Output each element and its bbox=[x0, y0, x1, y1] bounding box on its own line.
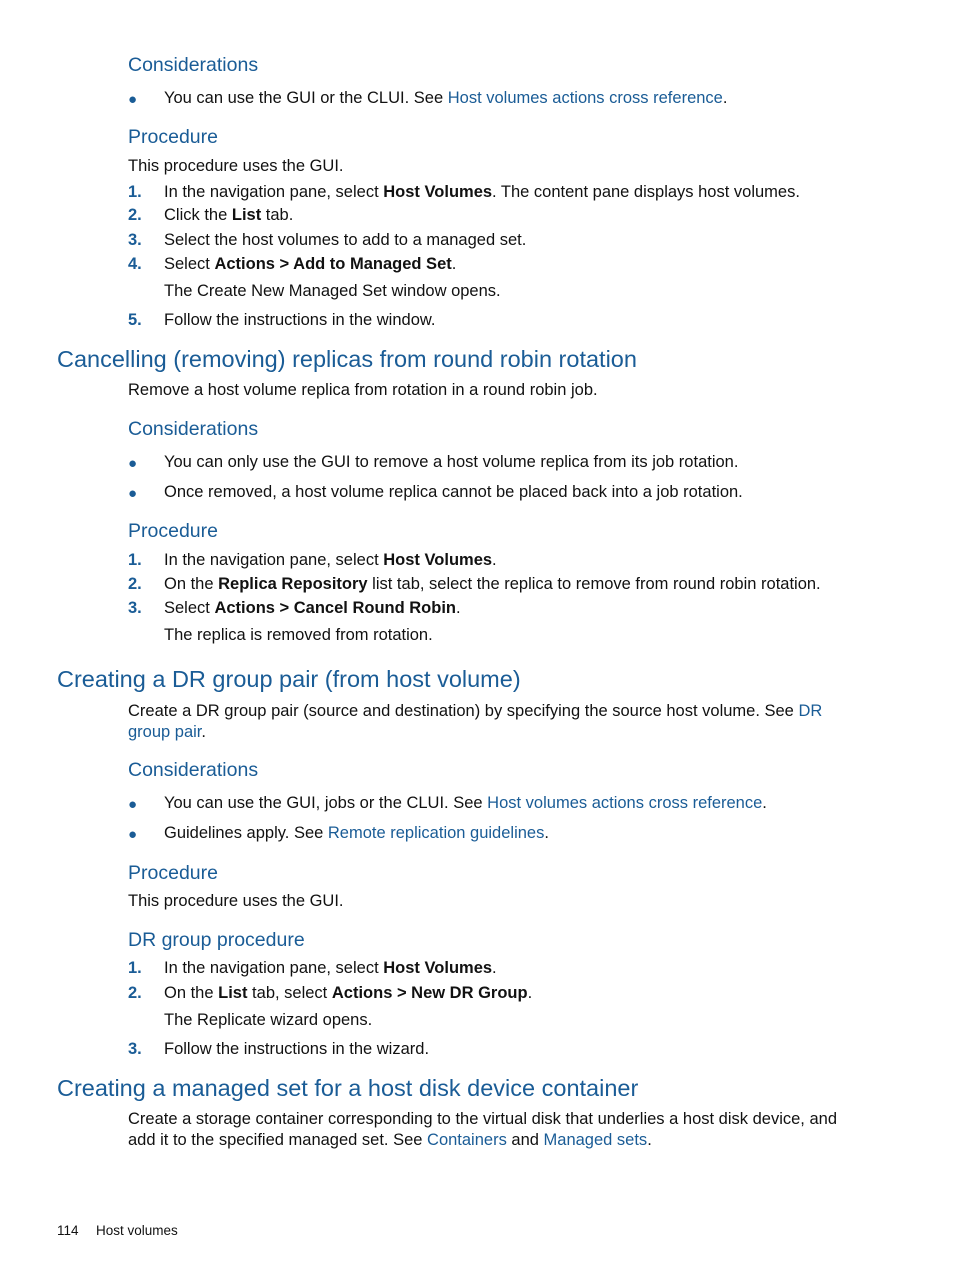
section-title-cancelling-replicas: Cancelling (removing) replicas from round robin rotation bbox=[57, 346, 637, 372]
step-number: 2. bbox=[128, 206, 142, 224]
step-number: 3. bbox=[128, 231, 142, 249]
step-number: 1. bbox=[128, 551, 142, 569]
bullet-icon: ● bbox=[128, 826, 138, 843]
section-title-dr-group-pair: Creating a DR group pair (from host volume) bbox=[57, 666, 521, 692]
section-description: Remove a host volume replica from rotation in a round robin job. bbox=[128, 381, 598, 399]
step-number: 1. bbox=[128, 183, 142, 201]
procedure-heading: Procedure bbox=[128, 520, 218, 542]
step-text: Select Actions > Cancel Round Robin. bbox=[164, 599, 461, 617]
step-text: Follow the instructions in the window. bbox=[164, 311, 436, 329]
page-number: 114 bbox=[57, 1223, 79, 1238]
section-description: Create a storage container corresponding to the virtual disk that underlies a host disk device, and bbox=[128, 1110, 837, 1128]
bullet-icon: ● bbox=[128, 91, 138, 108]
step-number: 2. bbox=[128, 984, 142, 1002]
step-text: On the List tab, select Actions > New DR Group. bbox=[164, 984, 533, 1002]
list-item: You can only use the GUI to remove a host volume replica from its job rotation. bbox=[164, 453, 739, 471]
link-dr-group-pair[interactable]: DR bbox=[798, 702, 823, 720]
considerations-heading: Considerations bbox=[128, 54, 259, 76]
link-remote-replication-guidelines[interactable]: Remote replication guidelines bbox=[327, 824, 545, 842]
section-title-managed-set-container: Creating a managed set for a host disk device container bbox=[57, 1075, 639, 1101]
bullet-icon: ● bbox=[128, 485, 138, 502]
section-description-cont: group pair. bbox=[128, 723, 206, 741]
procedure-intro: This procedure uses the GUI. bbox=[128, 892, 344, 910]
step-number: 2. bbox=[128, 575, 142, 593]
step-text: In the navigation pane, select Host Volumes. bbox=[164, 959, 497, 977]
list-item: Guidelines apply. See Remote replication guidelines. bbox=[164, 824, 549, 842]
link-containers[interactable]: Containers bbox=[427, 1131, 507, 1149]
link-dr-group-pair[interactable]: group pair bbox=[128, 723, 202, 741]
bullet-icon: ● bbox=[128, 455, 138, 472]
procedure-heading: Procedure bbox=[128, 126, 218, 148]
step-text: Follow the instructions in the wizard. bbox=[164, 1040, 430, 1058]
step-text: Select Actions > Add to Managed Set. bbox=[164, 255, 457, 273]
step-number: 3. bbox=[128, 1040, 142, 1058]
section-description-cont: add it to the specified managed set. See Containers and Managed sets. bbox=[128, 1131, 652, 1149]
step-text: In the navigation pane, select Host Volumes. bbox=[164, 551, 497, 569]
step-note: The Create New Managed Set window opens. bbox=[164, 282, 501, 300]
procedure-intro: This procedure uses the GUI. bbox=[128, 157, 344, 175]
considerations-heading: Considerations bbox=[128, 418, 259, 440]
considerations-heading: Considerations bbox=[128, 759, 259, 781]
link-host-volumes-actions[interactable]: Host volumes actions cross reference bbox=[487, 794, 763, 812]
footer-section-name: Host volumes bbox=[96, 1223, 178, 1238]
list-item: You can use the GUI or the CLUI. See Host volumes actions cross reference. bbox=[164, 89, 728, 107]
step-text: In the navigation pane, select Host Volumes. The content pane displays host volumes. bbox=[164, 183, 800, 201]
link-managed-sets[interactable]: Managed sets bbox=[543, 1131, 648, 1149]
procedure-heading: Procedure bbox=[128, 862, 218, 884]
section-description: Create a DR group pair (source and destination) by specifying the source host volume. See DR bbox=[128, 702, 823, 720]
step-number: 5. bbox=[128, 311, 142, 329]
step-number: 1. bbox=[128, 959, 142, 977]
link-host-volumes-actions[interactable]: Host volumes actions cross reference bbox=[447, 89, 723, 107]
list-item: You can use the GUI, jobs or the CLUI. See Host volumes actions cross reference. bbox=[164, 794, 767, 812]
bullet-icon: ● bbox=[128, 796, 138, 813]
list-item: Once removed, a host volume replica cannot be placed back into a job rotation. bbox=[164, 483, 743, 501]
dr-group-procedure-heading: DR group procedure bbox=[128, 929, 305, 951]
step-text: Select the host volumes to add to a managed set. bbox=[164, 231, 527, 249]
step-text: Click the List tab. bbox=[164, 206, 294, 224]
step-number: 3. bbox=[128, 599, 142, 617]
step-text: On the Replica Repository list tab, select the replica to remove from round robin rotation. bbox=[164, 575, 821, 593]
step-number: 4. bbox=[128, 255, 142, 273]
step-note: The Replicate wizard opens. bbox=[164, 1011, 373, 1029]
step-note: The replica is removed from rotation. bbox=[164, 626, 433, 644]
